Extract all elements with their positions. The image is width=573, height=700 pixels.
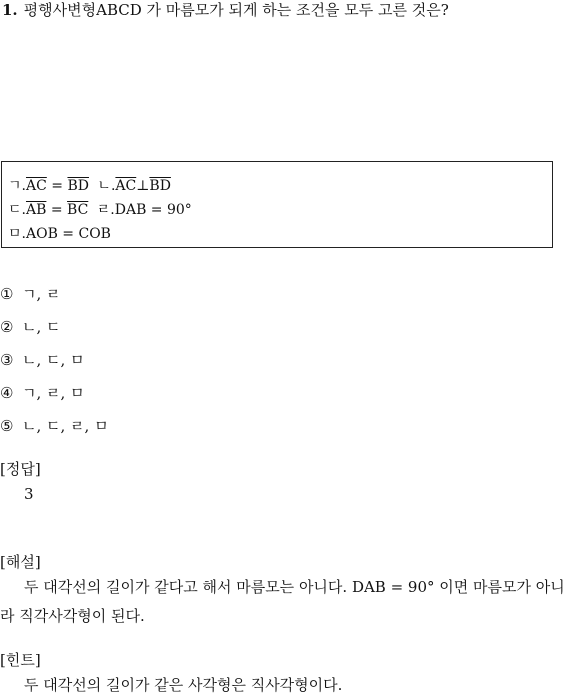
angle-condition: AOB = COB <box>25 226 111 242</box>
conditions-row <box>8 198 552 222</box>
choices-list <box>0 282 109 447</box>
segment-ac: $\overline{AC}$ <box>115 178 137 194</box>
condition-prefix: ㄹ. <box>96 202 115 218</box>
condition-prefix: ㄷ. <box>8 202 26 218</box>
choice-marker: ⑤ <box>0 417 14 435</box>
choice-2[interactable] <box>0 315 109 348</box>
segment-bc: $\overline{BC}$ <box>67 202 89 218</box>
perpendicular-sign: ⊥ <box>136 178 150 194</box>
choice-text: ㄱ, ㄹ, ㅁ <box>22 384 85 402</box>
segment-ac: $\overline{AC}$ <box>25 178 47 194</box>
condition-nieun <box>97 178 171 194</box>
question-number: 1. <box>2 1 18 19</box>
choice-marker: ① <box>0 285 14 303</box>
hint-text: 두 대각선의 길이가 같은 사각형은 직사각형이다. <box>24 676 343 694</box>
condition-prefix: ㄴ. <box>97 178 116 194</box>
explanation-title: [해설] <box>0 553 41 571</box>
choice-text: ㄴ, ㄷ, ㄹ, ㅁ <box>22 417 109 435</box>
choice-1[interactable] <box>0 282 109 315</box>
choice-3[interactable] <box>0 348 109 381</box>
equals-sign: = <box>46 178 68 194</box>
conditions-box <box>1 161 553 248</box>
answer-section <box>0 458 573 509</box>
segment-bd: $\overline{BD}$ <box>67 178 89 194</box>
choice-5[interactable] <box>0 414 109 447</box>
condition-prefix: ㅁ. <box>8 226 26 242</box>
choice-text: ㄱ, ㄹ <box>22 285 61 303</box>
hint-section <box>0 649 573 700</box>
choice-marker: ③ <box>0 351 14 369</box>
segment-ab: $\overline{AB}$ <box>25 202 47 218</box>
hint-title: [힌트] <box>0 651 41 669</box>
choice-text: ㄴ, ㄷ <box>22 318 61 336</box>
choice-marker: ② <box>0 318 14 336</box>
explanation-text: 두 대각선의 길이가 같다고 해서 마름모는 아니다. DAB = 90° 이면 마름모가 아니라 직각사각형이 된다. <box>0 578 565 625</box>
conditions-row <box>8 222 552 246</box>
condition-giyeok <box>8 178 93 194</box>
choice-text: ㄴ, ㄷ, ㅁ <box>22 351 85 369</box>
answer-value: 3 <box>24 485 34 503</box>
choice-4[interactable] <box>0 381 109 414</box>
angle-condition: DAB = 90° <box>114 202 192 218</box>
choice-marker: ④ <box>0 384 14 402</box>
segment-bd: $\overline{BD}$ <box>149 178 171 194</box>
condition-prefix: ㄱ. <box>8 178 26 194</box>
equals-sign: = <box>46 202 68 218</box>
question-text: 평행사변형ABCD 가 마름모가 되게 하는 조건을 모두 고른 것은? <box>23 1 449 19</box>
condition-mieum <box>8 226 111 242</box>
explanation-section <box>0 551 573 631</box>
condition-digeut <box>8 202 93 218</box>
condition-rieul <box>97 202 192 218</box>
question <box>2 0 570 20</box>
answer-title: [정답] <box>0 460 41 478</box>
conditions-row <box>8 174 552 198</box>
